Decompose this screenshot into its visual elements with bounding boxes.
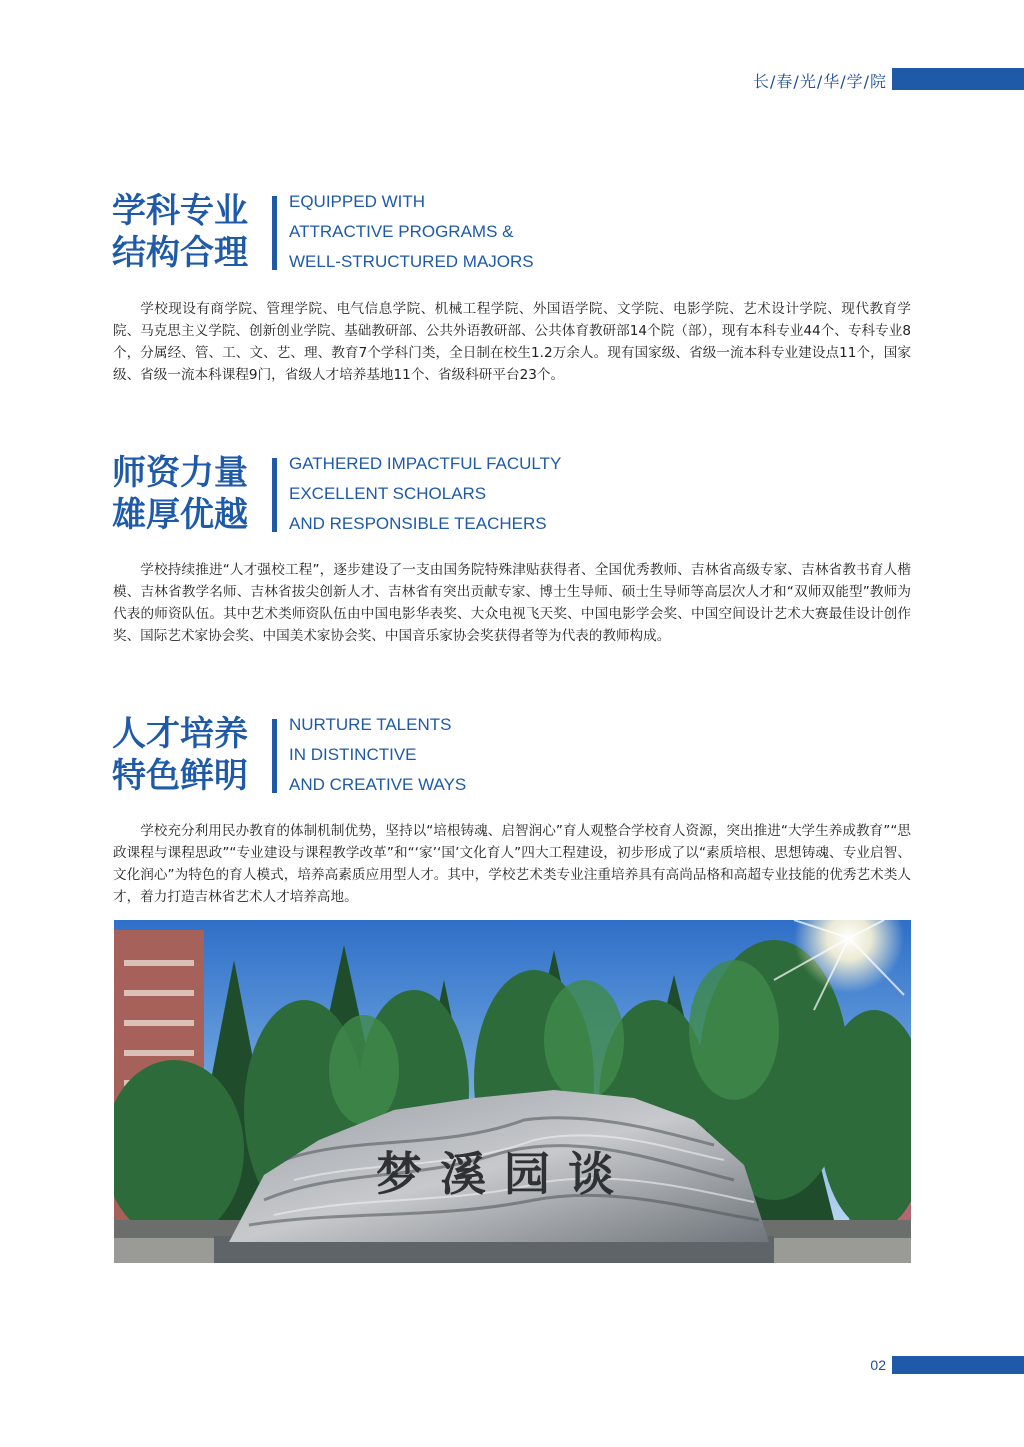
section-cn-title [112,190,262,274]
section-cn-title [112,452,262,536]
section-cn-title-line2: 雄厚优越 [112,495,248,535]
section-en-title [289,187,534,274]
section-divider [272,196,277,270]
section-head-talents [112,713,466,797]
campus-photo [114,920,911,1263]
header-accent-bar [892,68,1024,90]
section-divider [272,458,277,532]
section-en-line: GATHERED IMPACTFUL FACULTY [289,454,562,473]
section-cn-title-line2: 结构合理 [112,233,248,273]
section-en-line: WELL-STRUCTURED MAJORS [289,252,534,271]
section-cn-title-line1: 人才培养 [112,714,248,754]
section-en-line: EQUIPPED WITH [289,192,426,211]
section-head-faculty [112,452,561,536]
section-en-line: AND RESPONSIBLE TEACHERS [289,514,547,533]
section-en-line: NURTURE TALENTS [289,715,452,734]
section-en-line: AND CREATIVE WAYS [289,775,467,794]
footer-accent-bar [892,1356,1024,1374]
campus-photo-illustration [114,920,911,1263]
section-body-talents: 学校充分利用民办教育的体制机制优势，坚持以“培根铸魂、启智润心”育人观整合学校育人资源，突出推进“大学生养成教育”“思政课程与课程思政”“专业建设与课程教学改革”和“‘家’‘国’文化育人”四大工程建设，初步形成了以“素质培根、思想铸魂、专业启智、文化润心”为特色的育人模式，培养高素质应用型人才。其中，学校艺术类专业注重培养具有高尚品格和高超专业技能的优秀艺术类人才，着力打造吉林省艺术人才培养高地。 [113,823,911,905]
stone-inscription: 梦溪园谈 [376,1147,632,1201]
section-en-line: ATTRACTIVE PROGRAMS & [289,222,514,241]
section-en-line: IN DISTINCTIVE [289,745,417,764]
section-cn-title-line1: 师资力量 [112,453,248,493]
section-cn-title-line2: 特色鲜明 [112,756,248,796]
section-head-majors [112,190,534,274]
section-en-title [289,710,466,797]
section-cn-title [112,713,262,797]
section-divider [272,719,277,793]
section-en-title [289,449,561,536]
section-body-faculty: 学校持续推进“人才强校工程”，逐步建设了一支由国务院特殊津贴获得者、全国优秀教师、吉林省高级专家、吉林省教书育人楷模、吉林省教学名师、吉林省拔尖创新人才、吉林省有突出贡献专家、博士生导师、硕士生导师等高层次人才和“双师双能型”教师为代表的师资队伍。其中艺术类师资队伍由中国电影华表奖、大众电视飞天奖、中国电影学会奖、中国空间设计艺术大赛最佳设计创作奖、国际艺术家协会奖、中国美术家协会奖、中国音乐家协会奖获得者等为代表的教师构成。 [113,562,911,644]
header-school-name: 长/春/光/华/学/院 [753,71,887,91]
section-en-line: EXCELLENT SCHOLARS [289,484,487,503]
page-number: 02 [870,1357,886,1373]
section-body-majors: 学校现设有商学院、管理学院、电气信息学院、机械工程学院、外国语学院、文学院、电影学院、艺术设计学院、现代教育学院、马克思主义学院、创新创业学院、基础教研部、公共外语教研部、公共体育教研部14个院（部），现有本科专业44个、专科专业8个，分属经、管、工、文、艺、理、教育7个学科门类，全日制在校生1.2万余人。现有国家级、省级一流本科专业建设点11个，国家级、省级一流本科课程9门，省级人才培养基地11个、省级科研平台23个。 [113,301,911,383]
section-cn-title-line1: 学科专业 [112,191,248,231]
